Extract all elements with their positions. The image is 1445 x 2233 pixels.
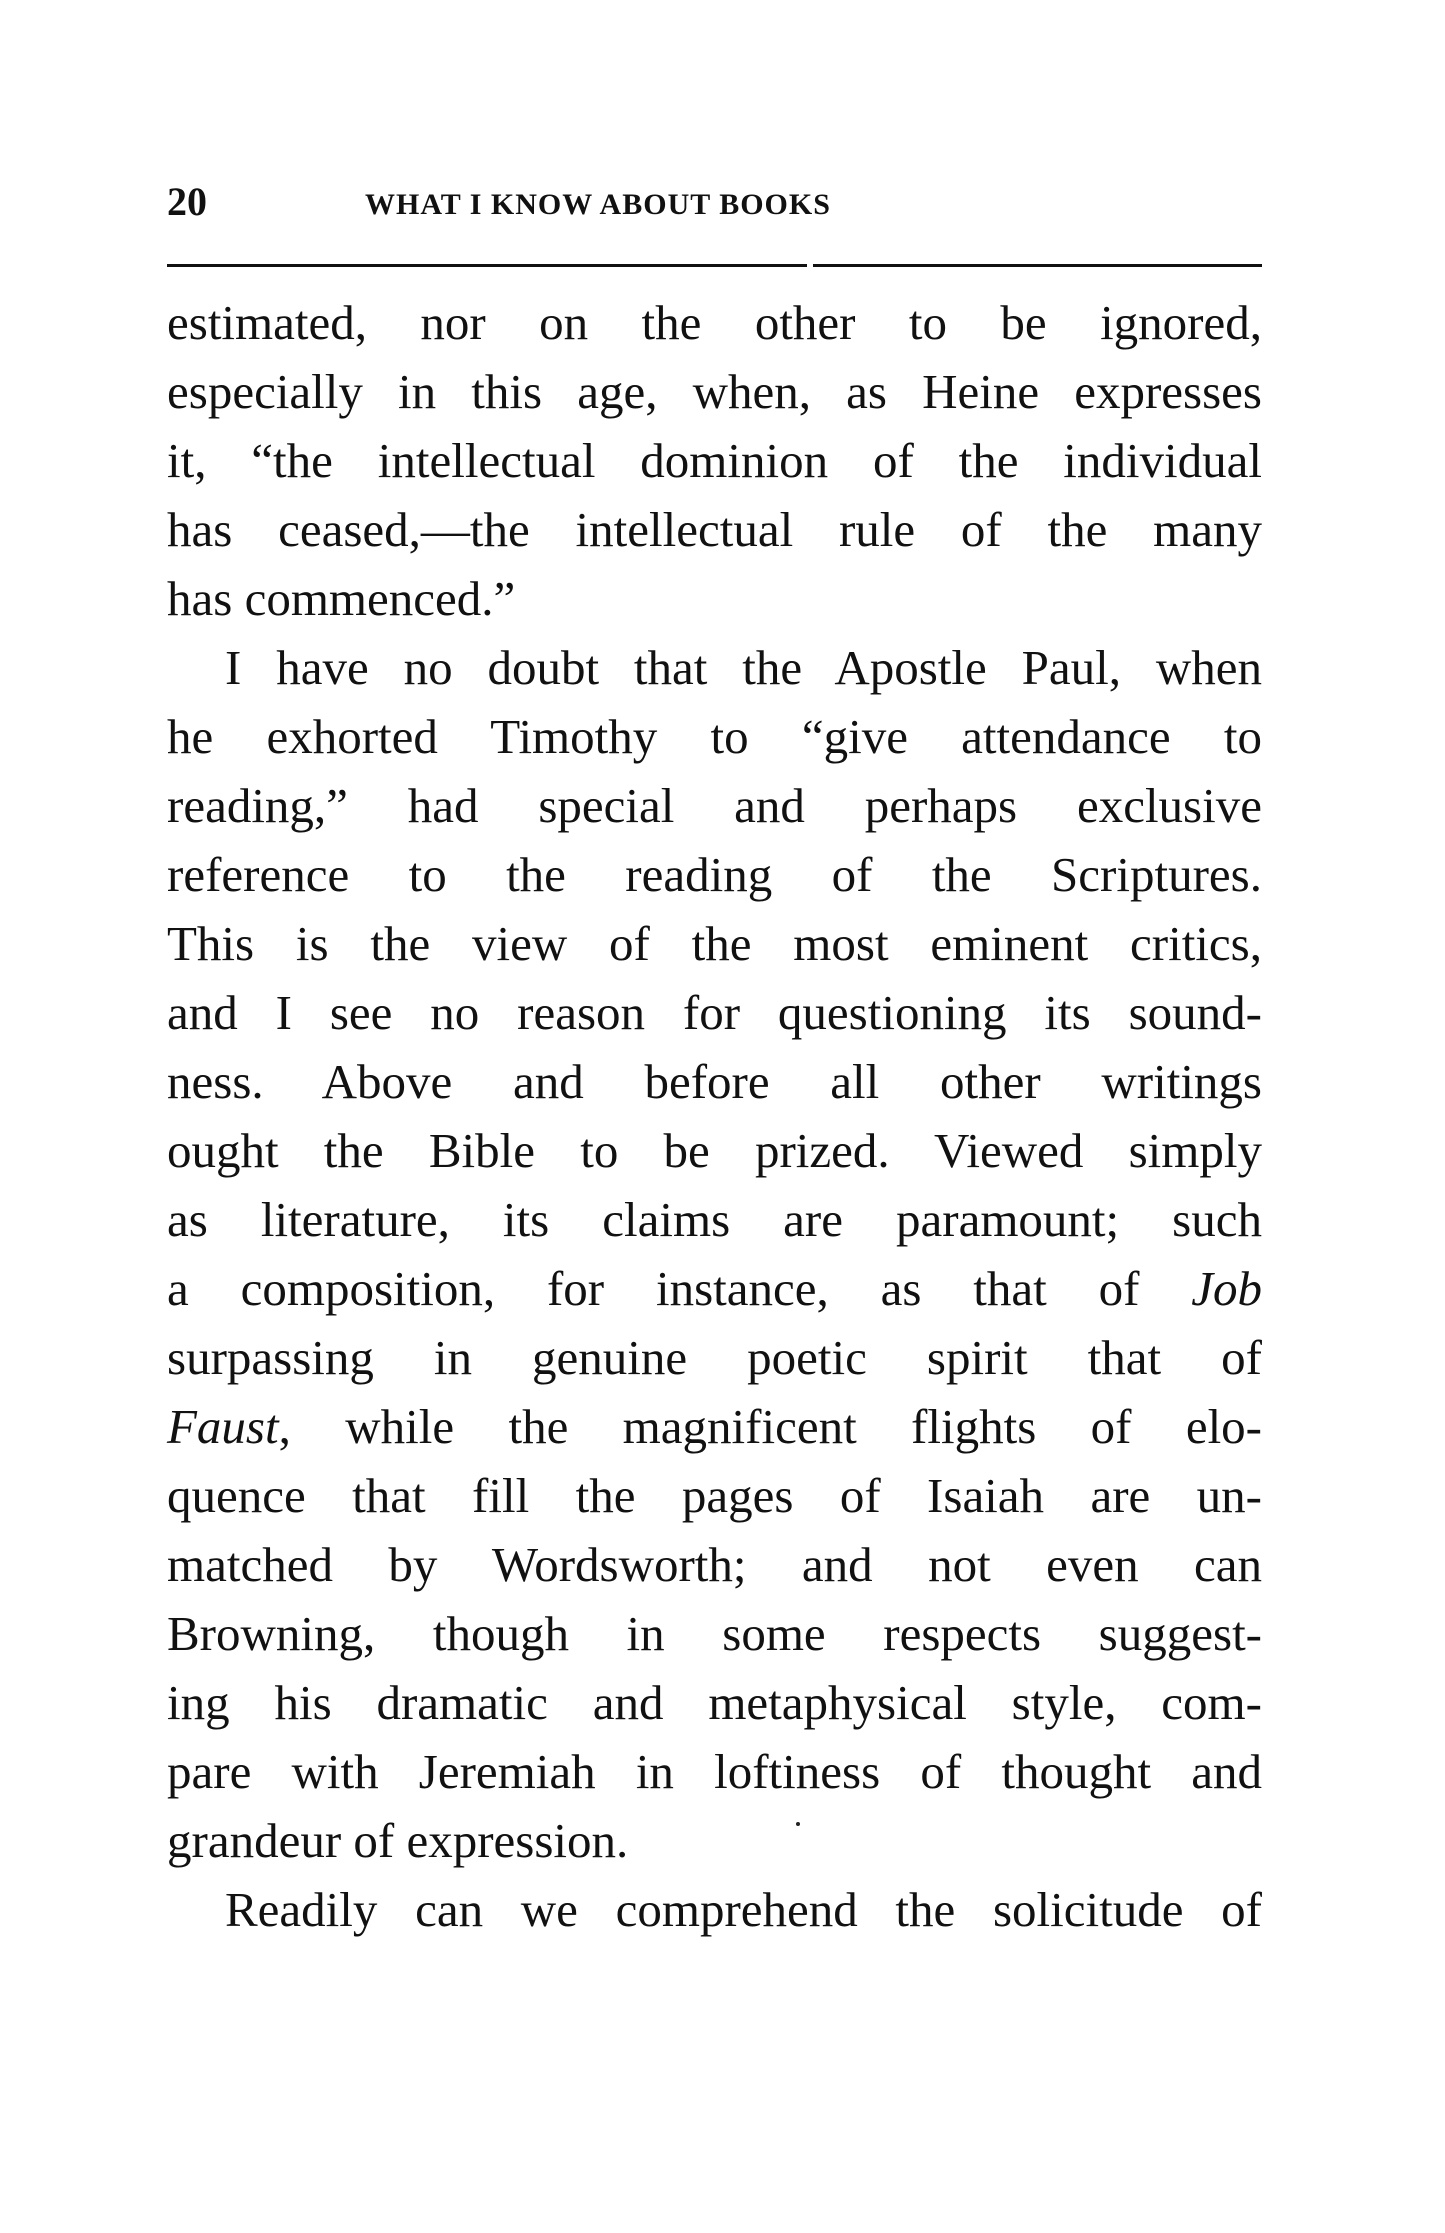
page-number: 20 [167,179,207,224]
text-line: pare with Jeremiah in loftiness of thought and [167,1744,1262,1799]
text-line: ing his dramatic and metaphysical style, com- [167,1675,1262,1730]
print-speck [796,1822,800,1826]
text-line: reference to the reading of the Scriptures. [167,847,1262,902]
italic-title: Job [1191,1261,1262,1316]
text-line: as literature, its claims are paramount; such [167,1192,1262,1247]
text-line: and I see no reason for questioning its sound- [167,985,1262,1040]
text-line: has commenced.” [167,571,516,626]
text-line: has ceased,—the intellectual rule of the many [167,502,1262,557]
text-line: especially in this age, when, as Heine expresses [167,364,1262,419]
text-line: ness. Above and before all other writings [167,1054,1262,1109]
text-line: This is the view of the most eminent critics, [167,916,1262,971]
text-line: I have no doubt that the Apostle Paul, when [225,640,1262,695]
header-rule-right [813,264,1262,267]
body-text [167,288,1262,1944]
text-line: it, “the intellectual dominion of the individual [167,433,1262,488]
page-header [167,180,1262,240]
text-line: a composition, for instance, as that of Job [167,1261,1262,1316]
text-line: estimated, nor on the other to be ignored, [167,295,1262,350]
text-line: Browning, though in some respects suggest- [167,1606,1262,1661]
running-head: WHAT I KNOW ABOUT BOOKS [365,188,831,221]
text-line: he exhorted Timothy to “give attendance to [167,709,1262,764]
text-line: surpassing in genuine poetic spirit that of [167,1330,1262,1385]
text-line: grandeur of expression. [167,1813,629,1868]
text-line: Faust, while the magnificent flights of elo- [167,1399,1262,1454]
header-rule-left [167,264,807,267]
text-line: quence that fill the pages of Isaiah are un- [167,1468,1262,1523]
italic-title: Faust [167,1399,279,1454]
text-line: Readily can we comprehend the solicitude of [225,1882,1262,1937]
text-line: matched by Wordsworth; and not even can [167,1537,1262,1592]
text-line: reading,” had special and perhaps exclusive [167,778,1262,833]
text-line: ought the Bible to be prized. Viewed simply [167,1123,1262,1178]
